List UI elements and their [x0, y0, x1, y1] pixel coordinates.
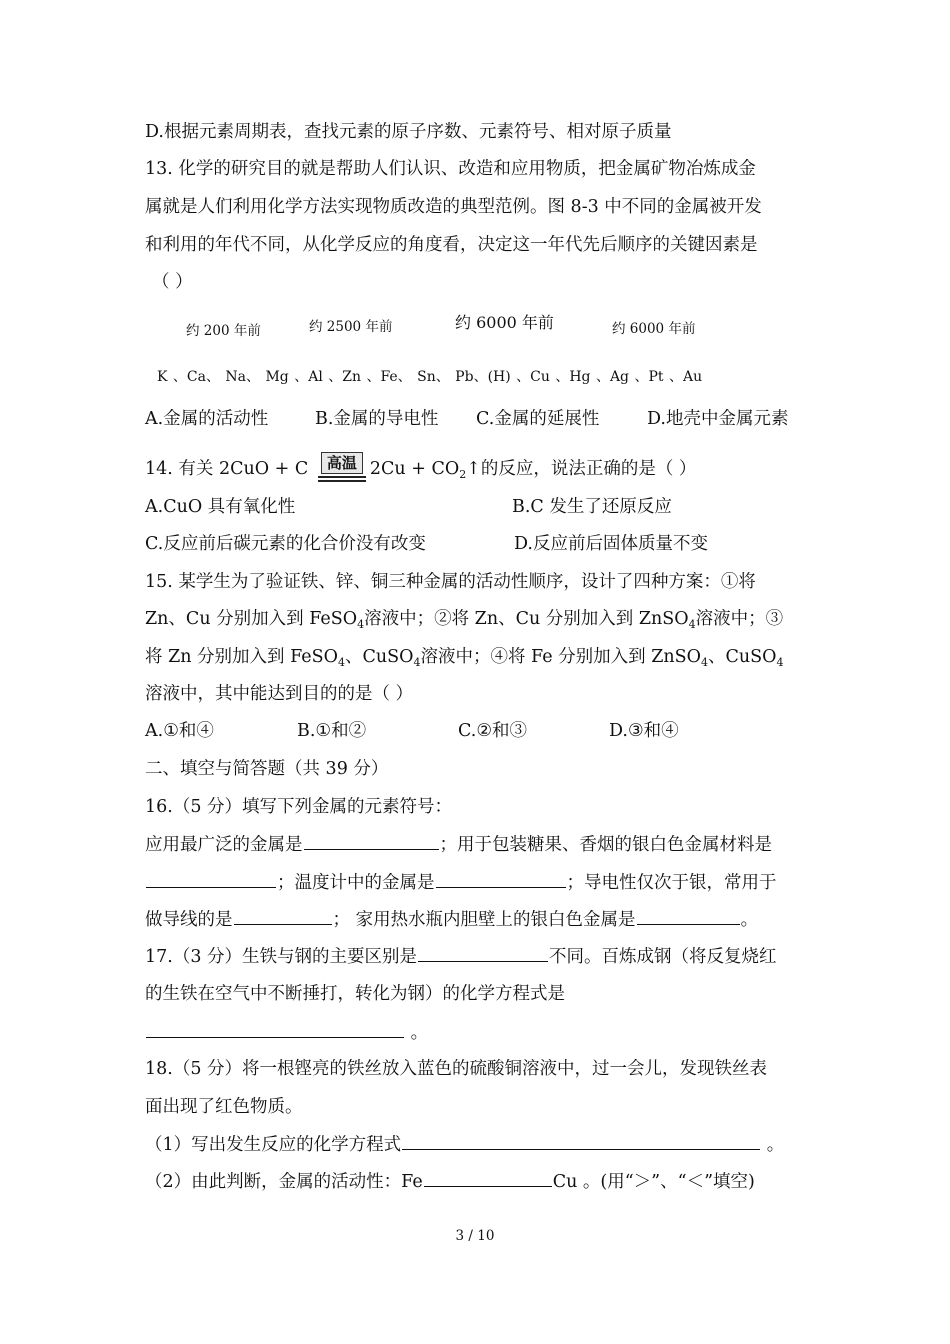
q15-stem-line4: 溶液中，其中能达到目的的是（ ）: [145, 684, 414, 704]
answer-blank[interactable]: [146, 1019, 404, 1038]
q17-line2: 的生铁在空气中不断捶打，转化为钢）的化学方程式是: [145, 984, 565, 1004]
q13-option: B.金属的导电性: [315, 409, 439, 429]
q14-stem: 14. 有关 2CuO + C 高温 $2Cu + CO_2↑$的反应，说法正确的是（ ）: [145, 454, 697, 481]
era-label: 约 6000 年前: [455, 313, 554, 332]
q18-line1: 18.（5 分）将一根铿亮的铁丝放入蓝色的硫酸铜溶液中，过一会儿，发现铁丝表: [145, 1059, 768, 1079]
high-temperature-label: 高温: [321, 452, 363, 474]
q16-line3: 做导线的是 ； 家用热水瓶内胆壁上的银白色金属是 。: [145, 906, 758, 933]
page-number: 3 / 10: [455, 1228, 495, 1244]
q13-option: A.金属的活动性: [145, 409, 269, 429]
q17-line1: 17.（3 分）生铁与钢的主要区别是 不同。百炼成钢（将反复烧红: [145, 943, 777, 970]
section-two-heading: 二、填空与简答题（共 39 分）: [145, 759, 389, 779]
q15-option: C.②和③: [458, 721, 528, 741]
metal-activity-series: K 、Ca、 Na、 Mg 、Al 、Zn 、Fe、 Sn、 Pb、(H) 、Cu 、Hg 、Ag 、Pt 、Au: [157, 369, 703, 385]
answer-blank[interactable]: [304, 831, 439, 850]
gas-arrow-icon: ↑: [466, 459, 481, 479]
q16-line2: ；温度计中的金属是 ；导电性仅次于银，常用于: [145, 869, 777, 896]
era-label: 约 2500 年前: [309, 319, 393, 335]
q15-option: A.①和④: [145, 721, 214, 741]
answer-blank[interactable]: [146, 869, 276, 888]
q13-answer-paren: （ ）: [152, 272, 193, 292]
q18-part1: （1）写出发生反应的化学方程式 。: [145, 1131, 784, 1158]
q15-stem-line2: Zn、Cu 分别加入到 FeSO$_4$溶液中；②将 Zn、Cu 分别加入到 ZnSO$_4$溶液中；③: [145, 609, 784, 631]
answer-blank[interactable]: [436, 869, 566, 888]
q16-title: 16.（5 分）填写下列金属的元素符号：: [145, 797, 453, 817]
answer-blank[interactable]: [424, 1168, 552, 1187]
reaction-condition-arrow: [318, 452, 366, 482]
q17-line3: 。: [145, 1019, 428, 1046]
q15-stem-line3: 将 Zn 分别加入到 FeSO$_4$、CuSO$_4$溶液中；④将 Fe 分别加入到 ZnSO$_4$、CuSO$_4$: [145, 647, 784, 669]
answer-blank[interactable]: [418, 943, 548, 962]
q18-line2: 面出现了红色物质。: [145, 1097, 303, 1117]
era-label: 约 6000 年前: [612, 321, 696, 337]
q15-option: D.③和④: [609, 721, 679, 741]
q14-option-a: A.CuO 具有氧化性: [145, 497, 296, 517]
answer-blank[interactable]: [637, 906, 740, 925]
q14-option-b: B.C 发生了还原反应: [512, 497, 672, 517]
q14-option-d: D.反应前后固体质量不变: [514, 534, 708, 554]
q16-line1: 应用最广泛的金属是 ；用于包装糖果、香烟的银白色金属材料是: [145, 831, 772, 858]
q12-option-d: D.根据元素周期表，查找元素的原子序数、元素符号、相对原子质量: [145, 122, 672, 142]
q18-part2: （2）由此判断，金属的活动性：Fe Cu 。(用“＞”、“＜”填空): [145, 1168, 755, 1195]
q13-option: D.地壳中金属元素: [647, 409, 789, 429]
q15-stem-line1: 15. 某学生为了验证铁、锌、铜三种金属的活动性顺序，设计了四种方案：①将: [145, 572, 756, 592]
q14-option-c: C.反应前后碳元素的化合价没有改变: [145, 534, 426, 554]
q13-stem-line2: 属就是人们利用化学方法实现物质改造的典型范例。图 8-3 中不同的金属被开发: [145, 197, 762, 217]
q13-option: C.金属的延展性: [476, 409, 600, 429]
answer-blank[interactable]: [234, 906, 332, 925]
q13-stem-line1: 13. 化学的研究目的就是帮助人们认识、改造和应用物质，把金属矿物冶炼成金: [145, 159, 756, 179]
era-label: 约 200 年前: [186, 323, 261, 339]
q13-stem-line3: 和利用的年代不同，从化学反应的角度看，决定这一年代先后顺序的关键因素是: [145, 235, 758, 255]
q15-option: B.①和②: [297, 721, 367, 741]
answer-blank[interactable]: [402, 1131, 760, 1150]
